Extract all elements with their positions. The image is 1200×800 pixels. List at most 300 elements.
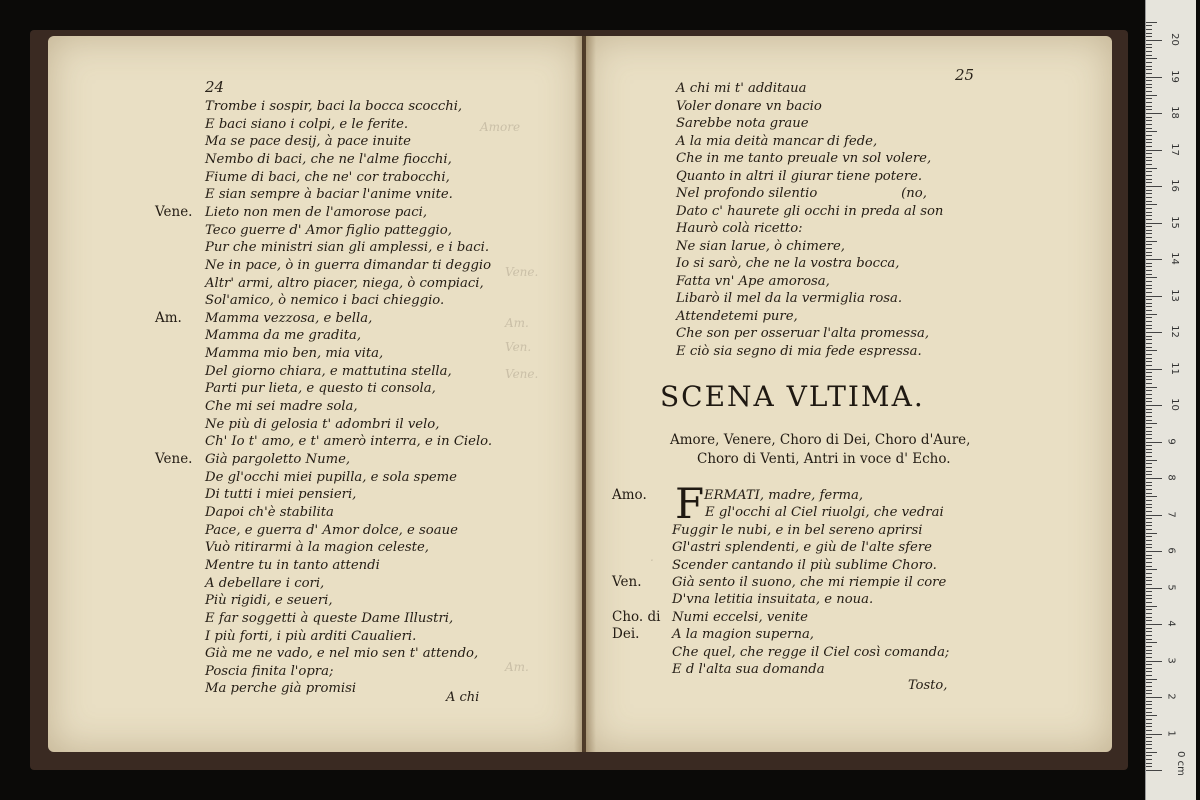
ruler-tick	[1146, 500, 1152, 501]
ruler-tick	[1146, 405, 1162, 406]
verse-line: Sarebbe nota graue	[676, 116, 809, 131]
verse-line: Dapoi ch'è stabilita	[205, 504, 334, 520]
verse-line: E d l'alta sua domanda	[672, 662, 825, 677]
ruler-tick	[1146, 584, 1152, 585]
ruler-tick	[1146, 744, 1152, 745]
ruler-unit-label: 0 cm	[1174, 751, 1186, 776]
ruler-tick	[1146, 741, 1152, 742]
ruler-tick	[1146, 120, 1152, 121]
ruler-tick	[1146, 606, 1157, 607]
ruler-tick	[1146, 573, 1152, 574]
verse-line: ERMATI, madre, ferma,	[704, 488, 864, 503]
ruler-tick	[1146, 723, 1152, 724]
verse-line: Più rigidi, e seueri,	[205, 593, 333, 609]
ruler-tick	[1146, 197, 1152, 198]
verse-line: Che mi sei madre sola,	[205, 399, 358, 415]
ruler-number: 15	[1168, 215, 1180, 229]
ruler-tick	[1146, 237, 1152, 238]
ruler-tick	[1146, 347, 1152, 348]
ruler-tick	[1146, 292, 1152, 293]
ruler-tick	[1146, 657, 1152, 658]
ruler-number: 12	[1168, 325, 1180, 338]
ruler-tick	[1146, 770, 1162, 771]
ruler-tick	[1146, 431, 1152, 432]
ruler-tick	[1146, 223, 1162, 224]
ruler-tick	[1146, 533, 1157, 534]
ruler-tick	[1146, 748, 1152, 749]
ruler-tick	[1146, 617, 1152, 618]
cast-line-2: Choro di Venti, Antri in voce d' Echo.	[697, 451, 951, 467]
ruler-tick	[1146, 522, 1152, 523]
verse-line: Gl'astri splendenti, e giù de l'alte sfere	[672, 540, 932, 556]
verse-line: Mamma vezzosa, e bella,	[205, 310, 373, 326]
ruler-tick	[1146, 55, 1152, 56]
verse-line: Ma se pace desij, à pace inuite	[205, 134, 411, 150]
ruler-tick	[1146, 376, 1152, 377]
ruler-tick	[1146, 478, 1162, 479]
verse-line: Parti pur lieta, e questo ti consola,	[205, 381, 436, 397]
ruler-tick	[1146, 299, 1152, 300]
ruler-tick	[1146, 201, 1152, 202]
ruler-tick	[1146, 463, 1152, 464]
ruler-tick	[1146, 131, 1157, 132]
ruler-tick	[1146, 452, 1152, 453]
ruler-tick	[1146, 679, 1157, 680]
ruler-tick	[1146, 321, 1152, 322]
ruler-tick	[1146, 734, 1162, 735]
speaker-label: Cho. di	[612, 608, 661, 625]
ruler-tick	[1146, 270, 1152, 271]
ruler-tick	[1146, 474, 1152, 475]
ruler-tick	[1146, 175, 1152, 176]
ruler-tick	[1146, 719, 1152, 720]
ruler-tick	[1146, 44, 1152, 45]
verse-line: Già pargoletto Nume,	[205, 452, 351, 467]
ruler-tick	[1146, 124, 1152, 125]
ruler-tick	[1146, 529, 1152, 530]
book-gutter	[574, 36, 596, 752]
ruler-tick	[1146, 328, 1152, 329]
ruler-tick	[1146, 704, 1152, 705]
ruler-tick	[1146, 467, 1152, 468]
verse-line: I più forti, i più arditi Caualieri.	[205, 628, 417, 644]
ruler-tick	[1146, 416, 1152, 417]
ruler-tick	[1146, 588, 1162, 589]
ruler-number: 7	[1165, 510, 1177, 518]
verse-line: E sian sempre à baciar l'anime vnite.	[205, 187, 453, 203]
ruler-tick	[1146, 460, 1157, 461]
ruler-tick	[1146, 33, 1152, 34]
ruler-tick	[1146, 80, 1152, 81]
ruler-tick	[1146, 394, 1152, 395]
ruler-tick	[1146, 153, 1152, 154]
verse-line: Ch' Io t' amo, e t' amerò interra, e in Cielo.	[205, 434, 493, 450]
ruler-tick	[1146, 511, 1152, 512]
ruler-tick	[1146, 682, 1152, 683]
ruler-tick	[1146, 642, 1157, 643]
ruler-tick	[1146, 445, 1152, 446]
ruler-tick	[1146, 613, 1152, 614]
verse-line: Che quel, che regge il Ciel così comanda;	[672, 644, 950, 660]
verse-line: A la mia deità mancar di fede,	[676, 133, 878, 149]
ruler-tick	[1146, 504, 1152, 505]
verse-line: Attendetemi pure,	[676, 308, 798, 324]
ruler-tick	[1146, 409, 1152, 410]
measuring-ruler	[1145, 0, 1196, 800]
verse-line: Teco guerre d' Amor figlio patteggio,	[205, 222, 452, 238]
verse-line: A chi mi t' additaua	[676, 81, 807, 96]
ruler-tick	[1146, 383, 1152, 384]
ruler-tick	[1146, 142, 1152, 143]
ruler-tick	[1146, 471, 1152, 472]
ruler-tick	[1146, 150, 1162, 151]
ruler-tick	[1146, 171, 1152, 172]
ruler-tick	[1146, 135, 1152, 136]
verse-line: Haurò colà ricetto:	[676, 221, 803, 236]
ruler-tick	[1146, 109, 1152, 110]
ruler-tick	[1146, 325, 1152, 326]
ruler-tick	[1146, 95, 1157, 96]
ruler-tick	[1146, 160, 1152, 161]
verse-line: Libarò il mel da la vermiglia rosa.	[676, 291, 903, 306]
ruler-tick	[1146, 726, 1152, 727]
ruler-tick	[1146, 752, 1157, 753]
ruler-tick	[1146, 551, 1162, 552]
verse-line: D'vna letitia insuitata, e noua.	[672, 592, 874, 608]
ruler-tick	[1146, 288, 1152, 289]
verse-line: Mamma da me gradita,	[205, 328, 362, 344]
verse-line: Sol'amico, ò nemico i baci chieggio.	[205, 293, 445, 309]
ruler-tick	[1146, 379, 1152, 380]
ruler-tick	[1146, 226, 1152, 227]
ruler-tick	[1146, 128, 1152, 129]
ruler-tick	[1146, 485, 1152, 486]
verse-line: Ma perche già promisi	[205, 681, 357, 697]
ruler-tick	[1146, 661, 1162, 662]
ruler-tick	[1146, 675, 1152, 676]
ruler-tick	[1146, 766, 1152, 767]
ruler-tick	[1146, 365, 1152, 366]
ruler-tick	[1146, 671, 1152, 672]
ruler-tick	[1146, 598, 1152, 599]
verse-line: Mentre tu in tanto attendi	[205, 557, 380, 573]
ruler-tick	[1146, 354, 1152, 355]
ruler-tick	[1146, 168, 1157, 169]
ruler-tick	[1146, 303, 1152, 304]
ruler-number: 6	[1165, 547, 1177, 554]
ruler-tick	[1146, 697, 1162, 698]
ruler-tick	[1146, 763, 1152, 764]
ruler-tick	[1146, 555, 1152, 556]
ruler-number: 14	[1168, 252, 1180, 265]
ruler-tick	[1146, 336, 1152, 337]
ruler-tick	[1146, 715, 1157, 716]
ruler-number: 18	[1168, 106, 1180, 119]
ruler-tick	[1146, 40, 1162, 41]
ruler-tick	[1146, 259, 1162, 260]
verse-line: Fiume di baci, che ne' cor trabocchi,	[205, 169, 450, 185]
verse-line: Pur che ministri sian gli amplessi, e i baci.	[205, 240, 490, 256]
verse-line: E ciò sia segno di mia fede espressa.	[676, 343, 922, 359]
ruler-tick	[1146, 102, 1152, 103]
verse-line: Pace, e guerra d' Amor dolce, e soaue	[205, 522, 458, 538]
ruler-number: 11	[1168, 361, 1180, 375]
ruler-tick	[1146, 241, 1157, 242]
ruler-tick	[1146, 193, 1152, 194]
ruler-number: 17	[1168, 142, 1180, 156]
ruler-tick	[1146, 737, 1152, 738]
ruler-tick	[1146, 361, 1152, 362]
ruler-tick	[1146, 624, 1162, 625]
ruler-tick	[1146, 73, 1152, 74]
verse-line: Nel profondo silentio (no,	[676, 186, 927, 201]
ruler-tick	[1146, 350, 1157, 351]
ruler-tick	[1146, 157, 1152, 158]
scene-title: SCENA VLTIMA.	[660, 380, 925, 413]
verse-line: Che son per osseruar l'alta promessa,	[676, 326, 930, 341]
verse-line: Di tutti i miei pensieri,	[205, 487, 357, 503]
ruler-tick	[1146, 442, 1162, 443]
verse-line: Voler donare vn bacio	[676, 98, 822, 114]
ruler-tick	[1146, 22, 1157, 23]
ruler-tick	[1146, 233, 1152, 234]
ruler-tick	[1146, 190, 1152, 191]
ruler-tick	[1146, 708, 1152, 709]
ruler-tick	[1146, 591, 1152, 592]
verse-line: Ne più di gelosia t' adombri il velo,	[205, 416, 440, 432]
ruler-tick	[1146, 317, 1152, 318]
ruler-number: 3	[1165, 656, 1177, 664]
ruler-tick	[1146, 310, 1152, 311]
ruler-tick	[1146, 146, 1152, 147]
ruler-tick	[1146, 577, 1152, 578]
ruler-tick	[1146, 51, 1152, 52]
ruler-tick	[1146, 690, 1152, 691]
ruler-tick	[1146, 646, 1152, 647]
ruler-tick	[1146, 635, 1152, 636]
ruler-tick	[1146, 390, 1152, 391]
verse-line: Ne sian larue, ò chimere,	[676, 238, 845, 254]
ruler-tick	[1146, 87, 1152, 88]
ruler-tick	[1146, 47, 1152, 48]
ruler-tick	[1146, 29, 1152, 30]
verse-line: Fuggir le nubi, e in bel sereno aprirsi	[672, 522, 923, 538]
ruler-tick	[1146, 544, 1152, 545]
ruler-tick	[1146, 701, 1152, 702]
ruler-tick	[1146, 332, 1162, 333]
right-page-number: 25	[955, 66, 975, 84]
ruler-tick	[1146, 482, 1152, 483]
ruler-tick	[1146, 69, 1152, 70]
ruler-number: 4	[1165, 620, 1177, 627]
ruler-tick	[1146, 438, 1152, 439]
verse-line: Già me ne vado, e nel mio sen t' attendo,	[205, 646, 479, 662]
verse-line: Numi eccelsi, venite	[672, 609, 808, 625]
ruler-tick	[1146, 314, 1157, 315]
ruler-tick	[1146, 628, 1152, 629]
verse-line: E far soggetti à queste Dame Illustri,	[205, 610, 454, 626]
ruler-tick	[1146, 77, 1162, 78]
ruler-tick	[1146, 369, 1162, 370]
ruler-tick	[1146, 664, 1152, 665]
ruler-tick	[1146, 609, 1152, 610]
ruler-tick	[1146, 208, 1152, 209]
ruler-tick	[1146, 515, 1162, 516]
verse-line: Vuò ritirarmi à la magion celeste,	[205, 540, 429, 556]
ruler-tick	[1146, 525, 1152, 526]
ruler-tick	[1146, 106, 1152, 107]
speaker-label: Vene.	[155, 451, 193, 467]
ruler-tick	[1146, 631, 1152, 632]
ruler-tick	[1146, 91, 1152, 92]
ruler-tick	[1146, 558, 1152, 559]
ruler-tick	[1146, 306, 1152, 307]
ruler-tick	[1146, 686, 1152, 687]
ruler-tick	[1146, 712, 1152, 713]
ruler-number: 8	[1165, 474, 1177, 481]
ruler-tick	[1146, 562, 1152, 563]
ruler-tick	[1146, 339, 1152, 340]
verse-line: Altr' armi, altro piacer, niega, ò compiaci,	[205, 275, 484, 291]
ruler-tick	[1146, 566, 1152, 567]
ruler-number: 5	[1165, 583, 1177, 591]
ruler-tick	[1146, 230, 1152, 231]
verse-line: Io si sarò, che ne la vostra bocca,	[676, 256, 900, 271]
ruler-tick	[1146, 507, 1152, 508]
verse-line: Già sento il suono, che mi riempie il core	[672, 575, 947, 590]
ruler-tick	[1146, 277, 1157, 278]
ruler-tick	[1146, 434, 1152, 435]
ruler-tick	[1146, 518, 1152, 519]
ruler-tick	[1146, 427, 1152, 428]
ruler-tick	[1146, 274, 1152, 275]
ruler-tick	[1146, 653, 1152, 654]
verse-line: Mamma mio ben, mia vita,	[205, 346, 384, 362]
ruler-tick	[1146, 387, 1157, 388]
right-catchword: Tosto,	[908, 678, 948, 693]
ruler-tick	[1146, 204, 1157, 205]
ruler-tick	[1146, 755, 1152, 756]
ruler-tick	[1146, 489, 1152, 490]
ruler-number: 20	[1168, 33, 1180, 46]
ruler-tick	[1146, 252, 1152, 253]
ruler-tick	[1146, 66, 1152, 67]
ruler-tick	[1146, 493, 1152, 494]
ruler-tick	[1146, 179, 1152, 180]
verse-line: Scender cantando il più sublime Choro.	[672, 557, 937, 573]
verse-line: De gl'occhi miei pupilla, e sola speme	[205, 469, 457, 485]
ruler-tick	[1146, 730, 1152, 731]
ruler-number: 19	[1168, 69, 1180, 83]
ruler-tick	[1146, 420, 1152, 421]
ruler-tick	[1146, 244, 1152, 245]
ruler-tick	[1146, 117, 1152, 118]
ruler-number: 13	[1168, 288, 1180, 302]
ruler-tick	[1146, 358, 1152, 359]
left-catchword: A chi	[446, 690, 480, 705]
ruler-tick	[1146, 248, 1152, 249]
verse-line: Dato c' haurete gli occhi in preda al son	[676, 203, 944, 219]
drop-capital: F	[675, 479, 705, 528]
ruler-tick	[1146, 693, 1152, 694]
ruler-tick	[1146, 62, 1152, 63]
verse-line: A debellare i cori,	[205, 575, 325, 591]
ruler-tick	[1146, 569, 1157, 570]
ruler-tick	[1146, 255, 1152, 256]
speaker-label: Dei.	[612, 626, 640, 643]
ruler-tick	[1146, 496, 1157, 497]
verse-line: E gl'occhi al Ciel riuolgi, che vedrai	[705, 505, 944, 521]
ruler-tick	[1146, 36, 1152, 37]
ruler-tick	[1146, 25, 1152, 26]
left-page-number: 24	[205, 78, 225, 96]
ruler-tick	[1146, 602, 1152, 603]
ruler-tick	[1146, 212, 1152, 213]
verse-line: E baci siano i colpi, e le ferite.	[205, 116, 409, 132]
verse-line: Fatta vn' Ape amorosa,	[676, 273, 830, 289]
verse-line: Nembo di baci, che ne l'alme fiocchi,	[205, 151, 452, 167]
ruler-tick	[1146, 182, 1152, 183]
ruler-tick	[1146, 186, 1162, 187]
ruler-tick	[1146, 263, 1152, 264]
ruler-tick	[1146, 412, 1152, 413]
ruler-number: 10	[1168, 398, 1180, 411]
ruler-tick	[1146, 536, 1152, 537]
ruler-tick	[1146, 639, 1152, 640]
ruler-tick	[1146, 372, 1152, 373]
verse-line: Del giorno chiara, e mattutina stella,	[205, 363, 452, 379]
verse-line: A la magion superna,	[672, 627, 814, 643]
ruler-tick	[1146, 456, 1152, 457]
ruler-number: 9	[1165, 437, 1177, 445]
ruler-tick	[1146, 401, 1152, 402]
verse-line: Poscia finita l'opra;	[205, 663, 334, 679]
ruler-number: 16	[1168, 179, 1180, 192]
ruler-tick	[1146, 113, 1162, 114]
ruler-tick	[1146, 759, 1152, 760]
ruler-tick	[1146, 595, 1152, 596]
verse-line: Trombe i sospir, baci la bocca scocchi,	[205, 99, 463, 114]
ruler-tick	[1146, 84, 1152, 85]
ruler-tick	[1146, 285, 1152, 286]
ruler-tick	[1146, 281, 1152, 282]
ruler-tick	[1146, 423, 1157, 424]
ruler-tick	[1146, 266, 1152, 267]
speaker-label: Amo.	[612, 487, 647, 503]
verse-line: Quanto in altri il giurar tiene potere.	[676, 168, 923, 184]
ruler-tick	[1146, 98, 1152, 99]
speaker-label: Am.	[155, 309, 182, 326]
ruler-tick	[1146, 620, 1152, 621]
verse-line: Lieto non men de l'amorose paci,	[205, 204, 428, 220]
ruler-tick	[1146, 164, 1152, 165]
ruler-tick	[1146, 547, 1152, 548]
speaker-label: Ven.	[612, 574, 642, 590]
cast-line-1: Amore, Venere, Choro di Dei, Choro d'Aure,	[670, 432, 971, 448]
verse-line: Che in me tanto preuale vn sol volere,	[676, 151, 932, 166]
ruler-tick	[1146, 650, 1152, 651]
ruler-tick	[1146, 580, 1152, 581]
speaker-label: Vene.	[155, 203, 193, 220]
ruler-tick	[1146, 449, 1152, 450]
ruler-tick	[1146, 219, 1152, 220]
ruler-tick	[1146, 343, 1152, 344]
ruler-tick	[1146, 58, 1157, 59]
ruler-number: 1	[1165, 729, 1177, 737]
verse-line: Ne in pace, ò in guerra dimandar ti deggio	[205, 257, 492, 273]
ruler-tick	[1146, 215, 1152, 216]
ruler-tick	[1146, 668, 1152, 669]
